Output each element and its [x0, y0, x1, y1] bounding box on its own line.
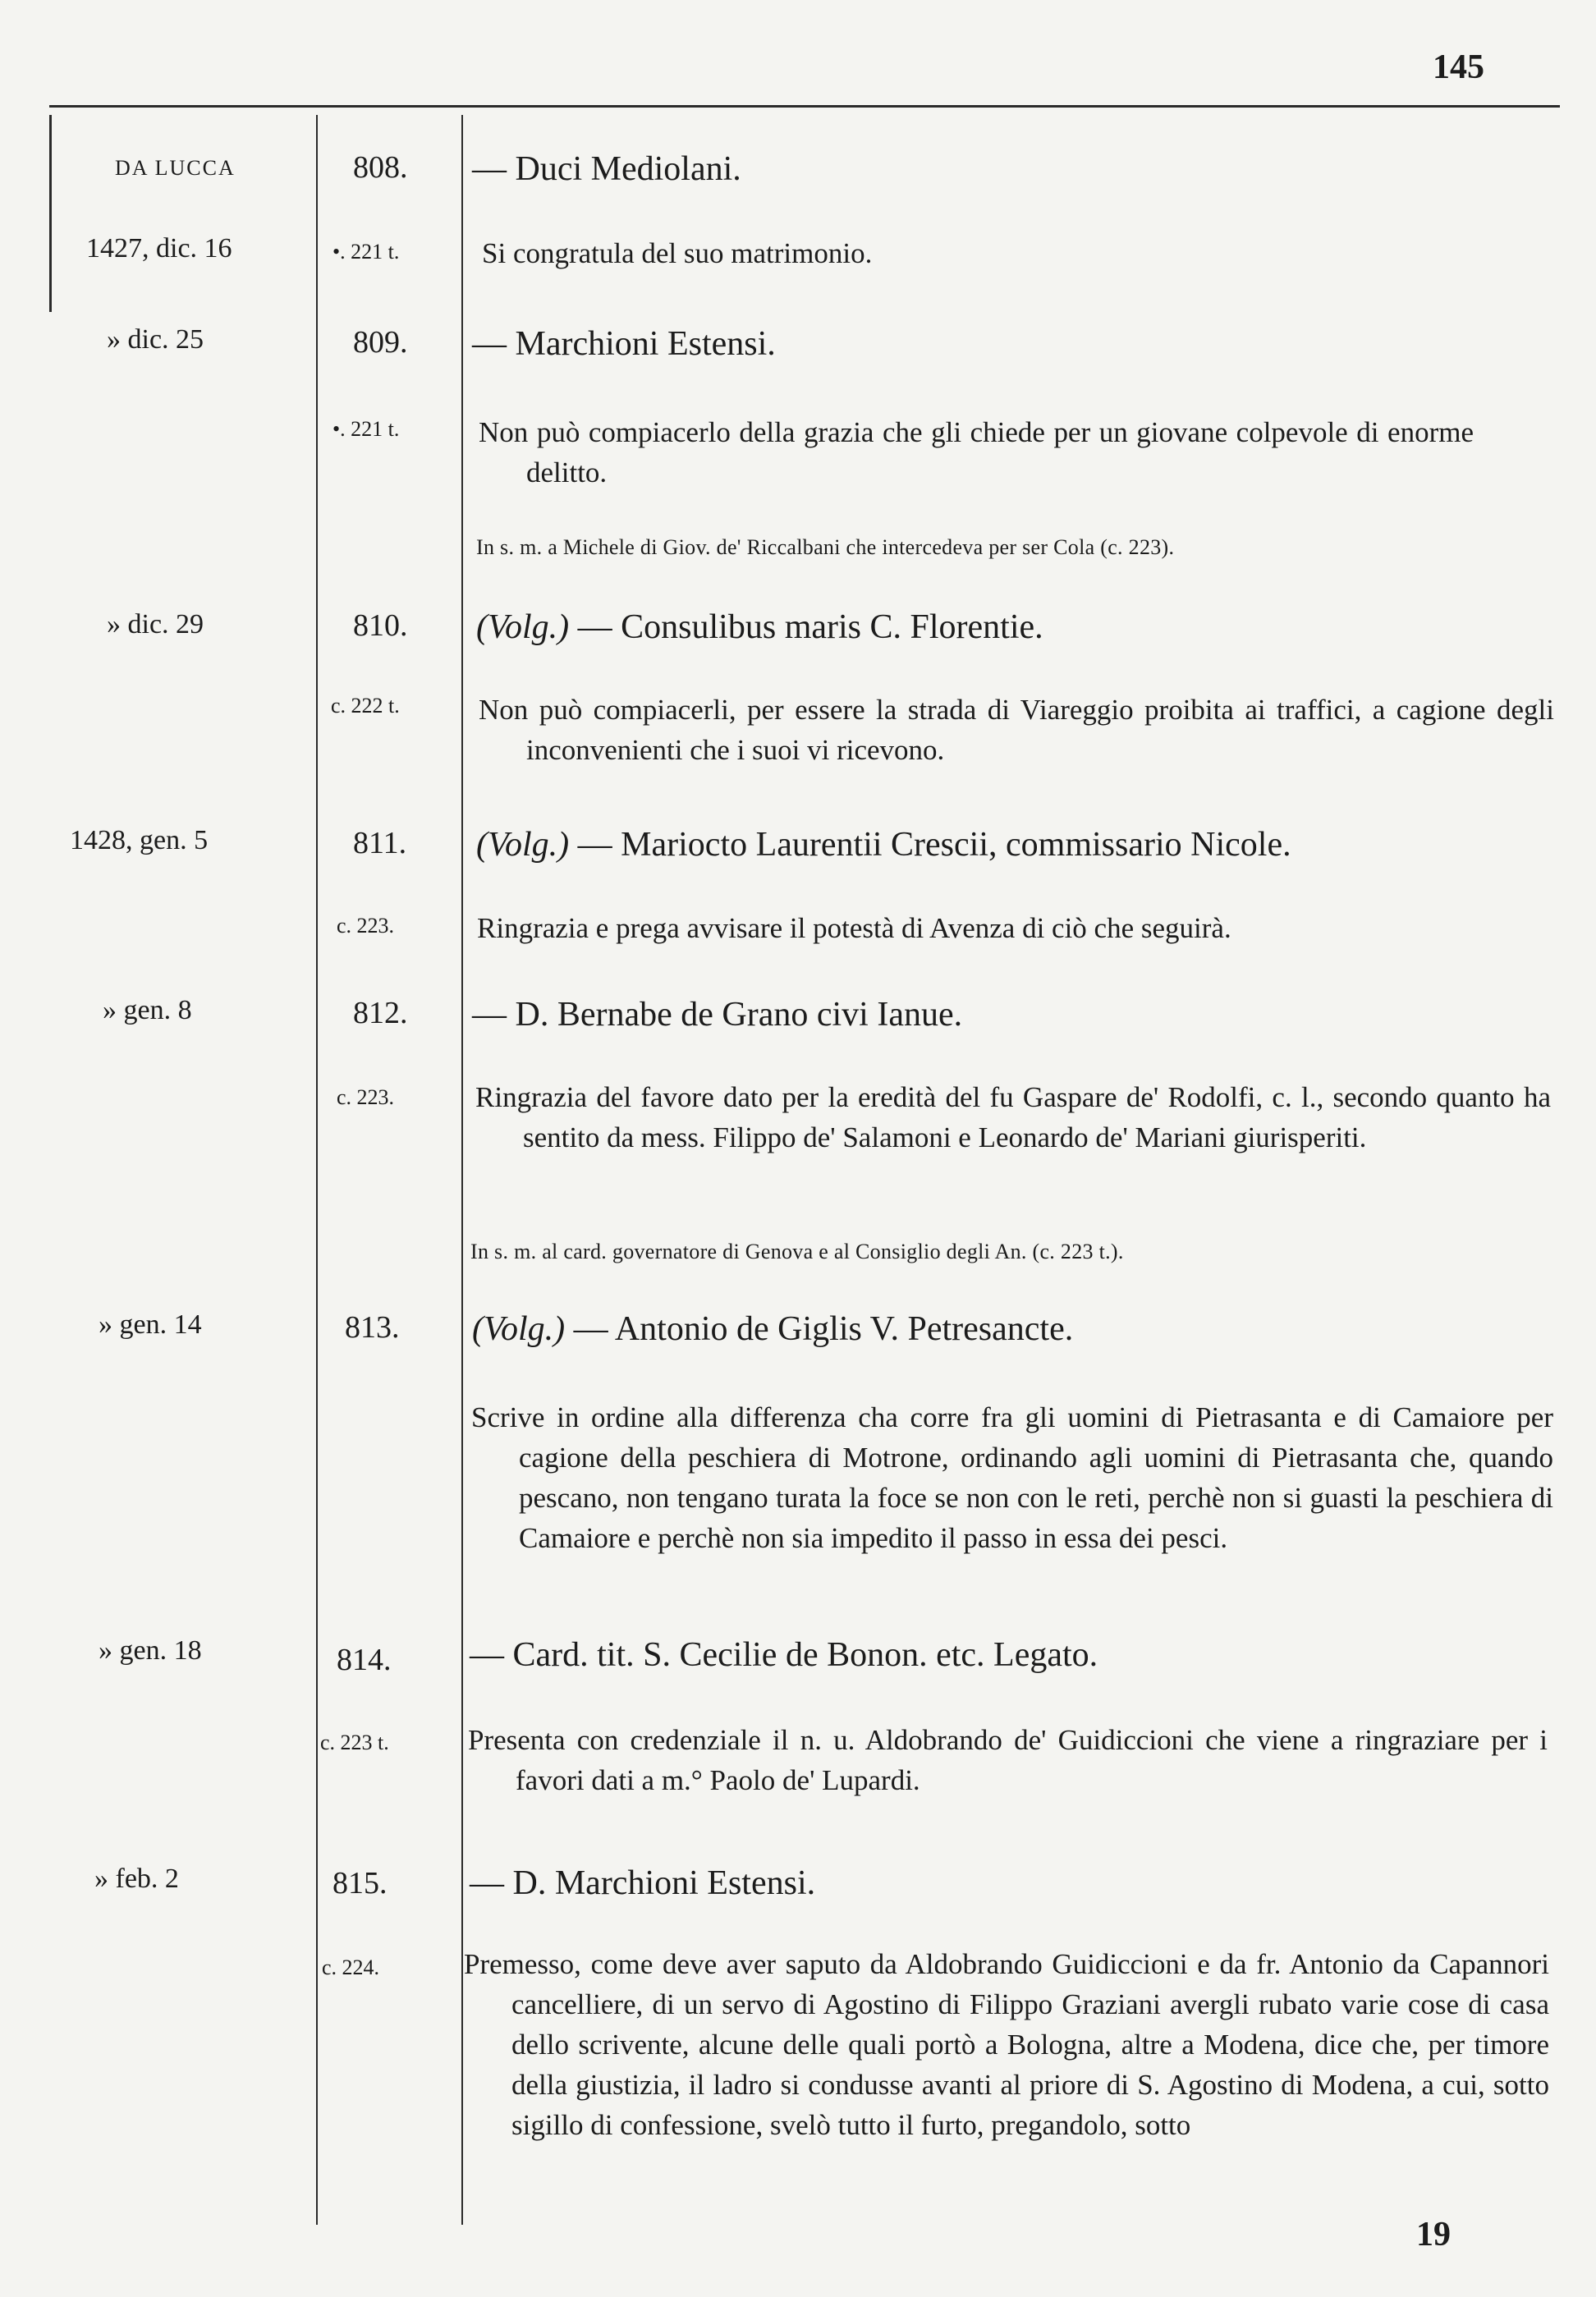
- entry-813-title: (Volg.) — Antonio de Giglis V. Petresancte.: [472, 1310, 1074, 1348]
- page-number-bottom: 19: [1416, 2216, 1451, 2253]
- entry-811-date: 1428, gen. 5: [70, 825, 209, 855]
- entry-811-number: 811.: [353, 826, 407, 860]
- entry-809-text: Non può compiacerlo della grazia che gli chiede per un giovane colpevole di enorme delitto.: [479, 416, 1474, 488]
- entry-815-text: Premesso, come deve aver saputo da Aldobrando Guidiccioni e da fr. Antonio da Capannori cancelliere, di un servo di Agostino di Filippo Graziani avergli rubato varie cose di casa dello scrivente, alcune delle quali portò a Bologna, altre a Modena, dice che, per timore della giustizia, il ladro si condusse avanti al priore di S. Agostino di Modena, a cui, sotto sigillo di confessione, svelò tutto il furto, pregandolo, sotto: [464, 1948, 1549, 2141]
- entry-810-date: » dic. 29: [107, 609, 204, 640]
- entry-812-carta: c. 223.: [337, 1085, 395, 1109]
- entry-814-number: 814.: [337, 1643, 392, 1677]
- entry-808-date: 1427, dic. 16: [86, 233, 232, 264]
- entry-808-title: — Duci Mediolani.: [472, 150, 741, 188]
- entry-809-date: » dic. 25: [107, 324, 204, 355]
- entry-809-number: 809.: [353, 325, 408, 360]
- entry-810-number: 810.: [353, 608, 408, 643]
- entry-815-title: — D. Marchioni Estensi.: [470, 1864, 816, 1902]
- entry-812-number: 812.: [353, 996, 408, 1030]
- entry-814-title: — Card. tit. S. Cecilie de Bonon. etc. Legato.: [470, 1636, 1098, 1674]
- entry-808-carta: •. 221 t.: [332, 240, 400, 264]
- entry-813-date: » gen. 14: [99, 1309, 202, 1340]
- header-rule: [49, 105, 1560, 108]
- column-rule-number: [461, 115, 463, 2225]
- entry-814-carta: c. 223 t.: [320, 1731, 389, 1754]
- entry-814-text: Presenta con credenziale il n. u. Aldobrando de' Guidiccioni che viene a ringraziare per i favori dati a m.° Paolo de' Lupardi.: [468, 1724, 1548, 1796]
- page-number-top: 145: [1433, 48, 1484, 86]
- column-rule-left: [49, 115, 52, 312]
- entry-809-carta: •. 221 t.: [332, 417, 400, 441]
- entry-810-text: Non può compiacerli, per essere la strada di Viareggio proibita ai traffici, a cagione degli inconvenienti che i suoi vi ricevono.: [479, 694, 1554, 766]
- entry-814-date: » gen. 18: [99, 1635, 202, 1666]
- entry-813-text: Scrive in ordine alla differenza cha corre fra gli uomini di Pietrasanta e di Camaiore per cagione della peschiera di Motrone, ordinando agli uomini di Pietrasanta che, quando pescano, non tengano turata la foce se non con le reti, perchè non si guasti la peschiera di Camaiore e perchè non sia impedito il passo in essa dei pesci.: [471, 1401, 1553, 1554]
- entry-811-carta: c. 223.: [337, 914, 395, 938]
- entry-812-note: In s. m. al card. governatore di Genova e al Consiglio degli An. (c. 223 t.).: [470, 1240, 1124, 1263]
- entry-810-carta: c. 222 t.: [331, 694, 400, 718]
- entry-808-number: 808.: [353, 150, 408, 185]
- entry-811-text: Ringrazia e prega avvisare il potestà di Avenza di ciò che seguirà.: [477, 912, 1231, 944]
- entry-815-date: » feb. 2: [94, 1864, 179, 1894]
- entry-815-number: 815.: [332, 1866, 388, 1900]
- entry-812-date: » gen. 8: [103, 995, 192, 1025]
- entry-813-number: 813.: [345, 1310, 400, 1345]
- entry-812-title: — D. Bernabe de Grano civi Ianue.: [472, 996, 963, 1034]
- entry-808-text: Si congratula del suo matrimonio.: [482, 237, 873, 269]
- entry-810-title: (Volg.) — Consulibus maris C. Florentie.: [476, 608, 1043, 646]
- entry-812-text: Ringrazia del favore dato per la eredità del fu Gaspare de' Rodolfi, c. l., secondo quanto ha sentito da mess. Filippo de' Salamoni e Leonardo de' Mariani giurisperiti.: [475, 1081, 1551, 1153]
- entry-811-title: (Volg.) — Mariocto Laurentii Crescii, commissario Nicole.: [476, 826, 1291, 864]
- column-rule-date: [316, 115, 318, 2225]
- entry-809-title: — Marchioni Estensi.: [472, 325, 776, 363]
- header-label: DA LUCCA: [115, 156, 236, 180]
- entry-815-carta: c. 224.: [322, 1955, 380, 1979]
- entry-809-note: In s. m. a Michele di Giov. de' Riccalbani che intercedeva per ser Cola (c. 223).: [476, 535, 1175, 559]
